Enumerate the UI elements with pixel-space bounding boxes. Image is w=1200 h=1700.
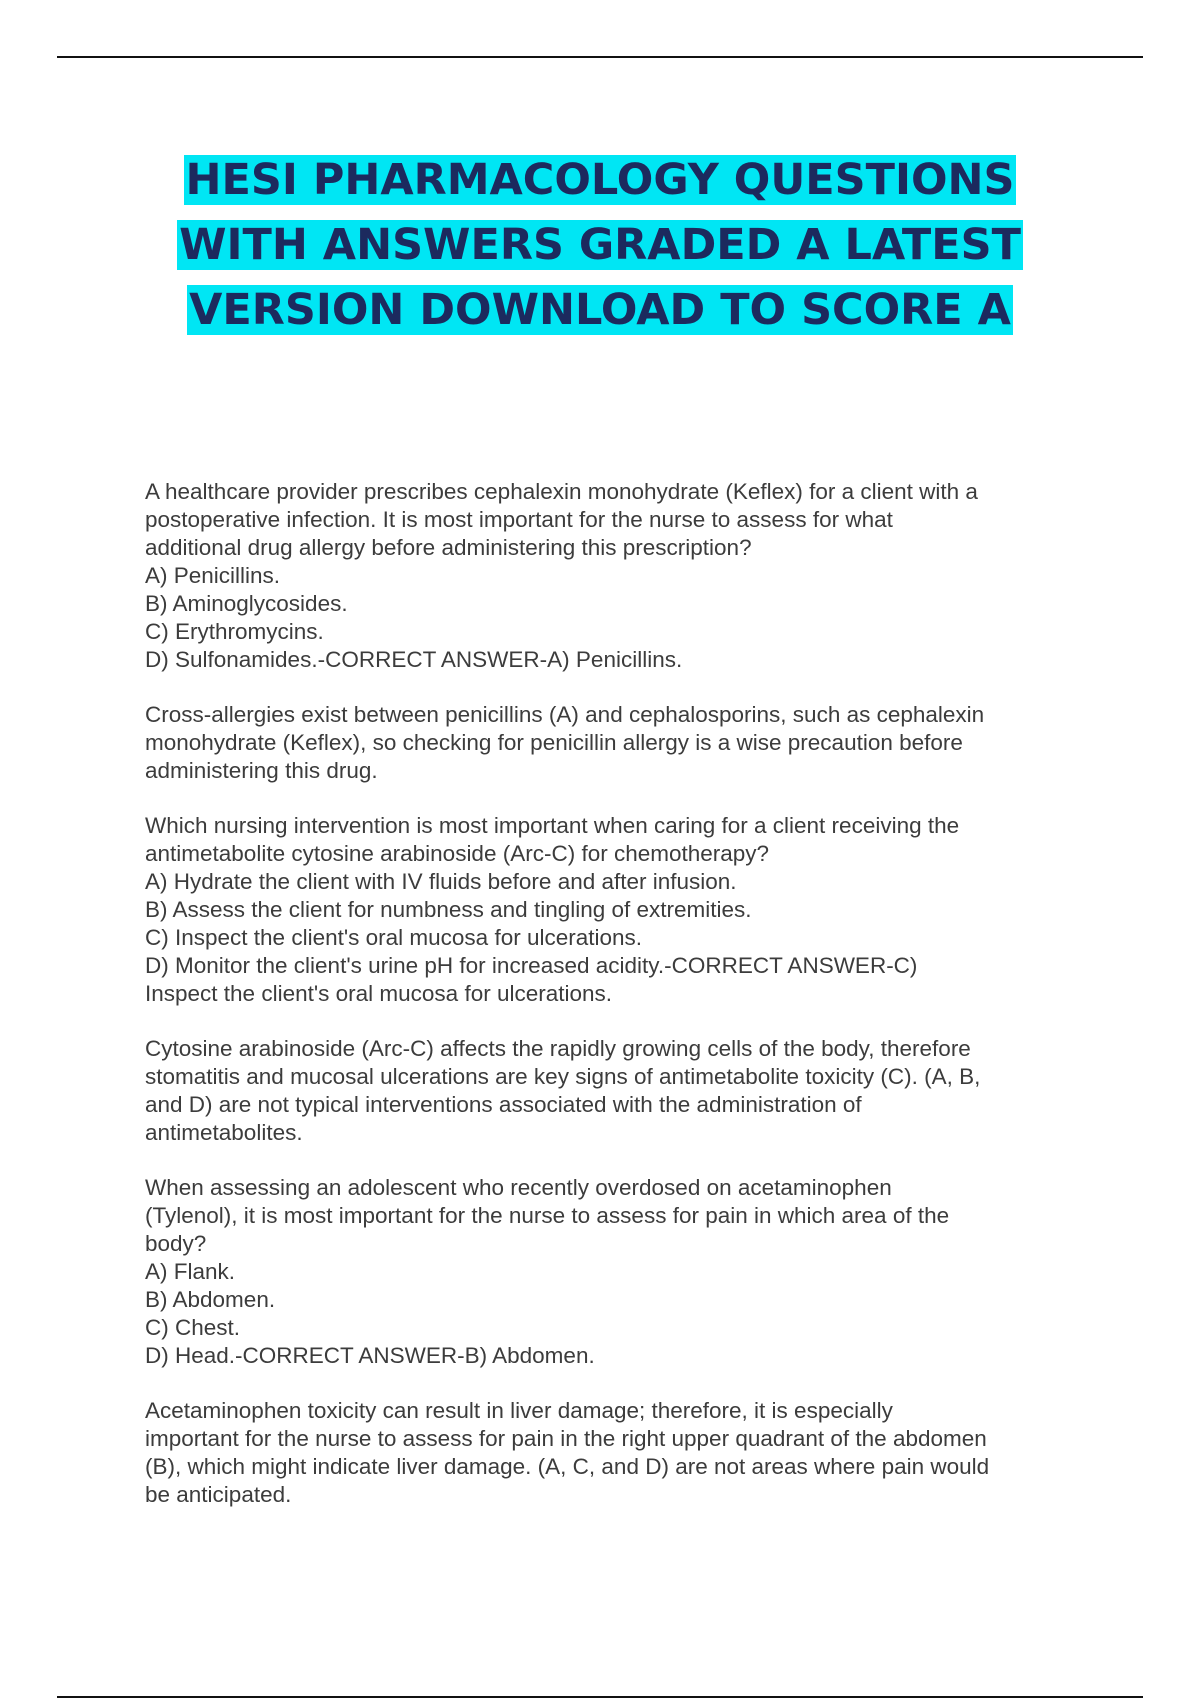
question-text: body? [145, 1231, 207, 1256]
answer-option: B) Assess the client for numbness and tingling of extremities. [145, 897, 752, 922]
answer-option: A) Penicillins. [145, 563, 281, 588]
document-title [0, 148, 1200, 343]
rationale-text: Cytosine arabinoside (Arc-C) affects the rapidly growing cells of the body, therefore [145, 1036, 971, 1061]
answer-option: B) Aminoglycosides. [145, 591, 348, 616]
question-text: additional drug allergy before administering this prescription? [145, 535, 752, 560]
question-text: A healthcare provider prescribes cephalexin monohydrate (Keflex) for a client with a [145, 479, 978, 504]
question-1 [145, 478, 1065, 674]
question-2 [145, 812, 1065, 1008]
rationale-text: antimetabolites. [145, 1120, 303, 1145]
question-3 [145, 1174, 1065, 1370]
question-text: (Tylenol), it is most important for the nurse to assess for pain in which area of the [145, 1203, 950, 1228]
answer-option: Inspect the client's oral mucosa for ulcerations. [145, 981, 613, 1006]
rationale-text: administering this drug. [145, 758, 378, 783]
question-text: postoperative infection. It is most important for the nurse to assess for what [145, 507, 893, 532]
rationale-text: important for the nurse to assess for pain in the right upper quadrant of the abdomen [145, 1426, 987, 1451]
answer-option: C) Chest. [145, 1315, 241, 1340]
footer-rule [57, 1696, 1143, 1698]
rationale-2 [145, 1035, 1065, 1147]
question-text: Which nursing intervention is most important when caring for a client receiving the [145, 813, 960, 838]
rationale-text: be anticipated. [145, 1482, 292, 1507]
question-text: antimetabolite cytosine arabinoside (Arc-C) for chemotherapy? [145, 841, 770, 866]
header-rule [57, 56, 1143, 58]
rationale-text: and D) are not typical interventions associated with the administration of [145, 1092, 862, 1117]
question-text: When assessing an adolescent who recently overdosed on acetaminophen [145, 1175, 892, 1200]
rationale-text: Cross-allergies exist between penicillins (A) and cephalosporins, such as cephalexin [145, 702, 985, 727]
answer-option: D) Sulfonamides.-CORRECT ANSWER-A) Penicillins. [145, 647, 683, 672]
answer-option: C) Erythromycins. [145, 619, 324, 644]
rationale-3 [145, 1397, 1065, 1509]
answer-option: A) Flank. [145, 1259, 236, 1284]
rationale-1 [145, 701, 1065, 785]
title-line: VERSION DOWNLOAD TO SCORE A [189, 285, 1011, 335]
title-line: HESI PHARMACOLOGY QUESTIONS [185, 155, 1015, 205]
answer-option: C) Inspect the client's oral mucosa for ulcerations. [145, 925, 643, 950]
answer-option: D) Monitor the client's urine pH for increased acidity.-CORRECT ANSWER-C) [145, 953, 918, 978]
rationale-text: stomatitis and mucosal ulcerations are key signs of antimetabolite toxicity (C). (A, B, [145, 1064, 981, 1089]
answer-option: B) Abdomen. [145, 1287, 276, 1312]
document-body [145, 478, 1065, 1536]
rationale-text: Acetaminophen toxicity can result in liver damage; therefore, it is especially [145, 1398, 893, 1423]
rationale-text: monohydrate (Keflex), so checking for penicillin allergy is a wise precaution before [145, 730, 963, 755]
answer-option: A) Hydrate the client with IV fluids before and after infusion. [145, 869, 737, 894]
answer-option: D) Head.-CORRECT ANSWER-B) Abdomen. [145, 1343, 595, 1368]
rationale-text: (B), which might indicate liver damage. (A, C, and D) are not areas where pain would [145, 1454, 990, 1479]
title-line: WITH ANSWERS GRADED A LATEST [179, 220, 1021, 270]
